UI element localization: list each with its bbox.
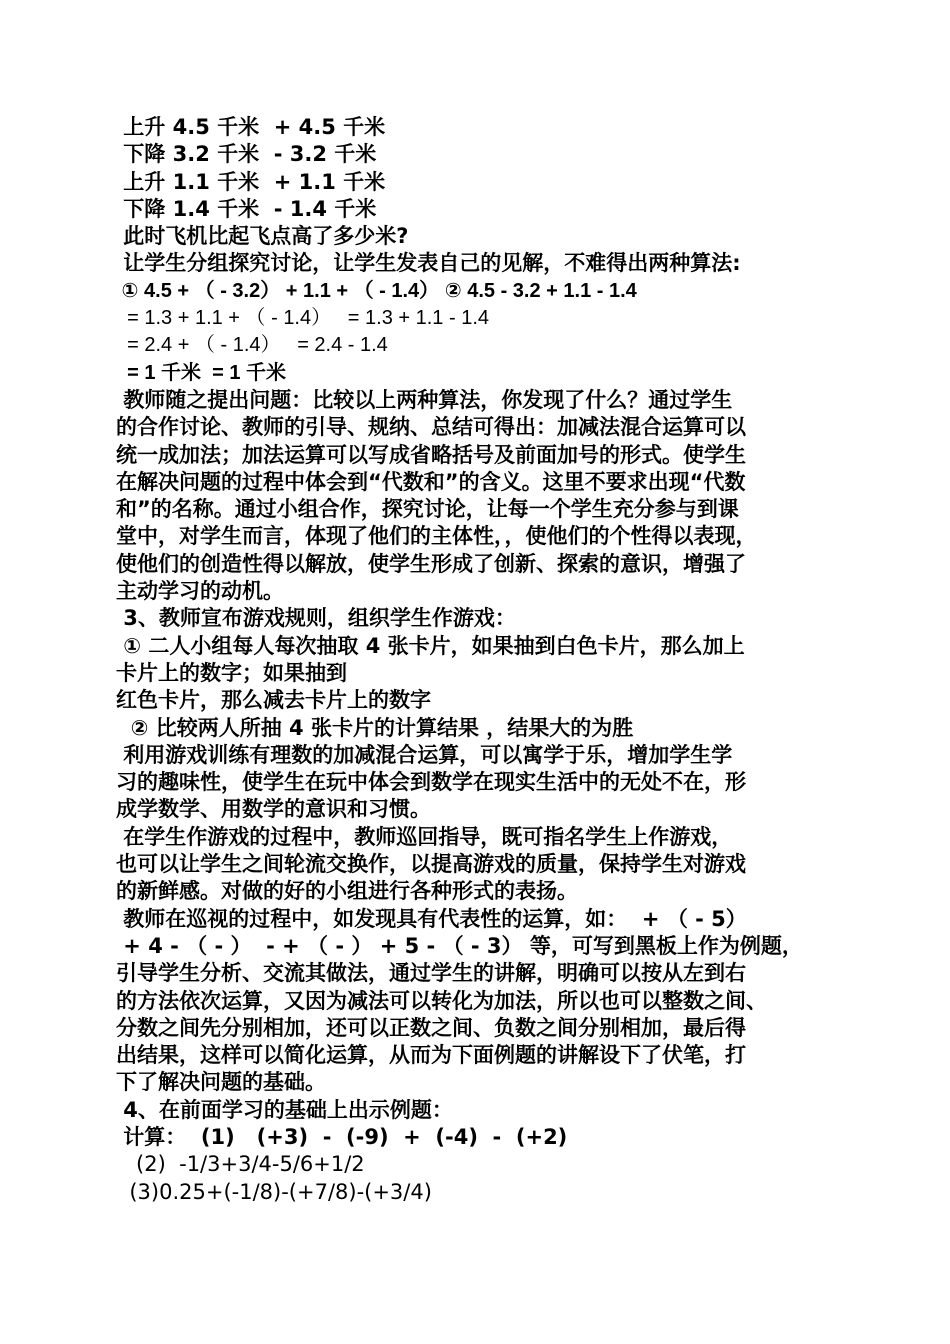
paragraph-line: 分数之间先分别相加，还可以正数之间、负数之间分别相加，最后得 [116,1015,746,1040]
example-problem-3: (3)0.25+(-1/8)-(+7/8)-(+3/4) [116,1179,432,1204]
paragraph-line: 在解决问题的过程中体会到“代数和”的含义。这里不要求出现“代数 [116,469,746,494]
section-heading-3: 3、教师宣布游戏规则，组织学生作游戏： [116,606,516,631]
paragraph-line: 堂中，对学生而言，体现了他们的主体性，，使他们的个性得以表现， [116,524,757,549]
formula-line-1: ① 4.5 + （ - 3.2） + 1.1 + （ - 1.4） ② 4.5 - 3.2 + 1.1 - 1.4 [116,279,637,302]
text-line-ascend-11: 上升 1.1 千米 + 1.1 千米 [116,169,386,194]
paragraph-line: 成学数学、用数学的意识和习惯。 [116,797,431,822]
formula-line-2: = 1.3 + 1.1 + （ - 1.4） = 1.3 + 1.1 - 1.4 [116,307,489,330]
paragraph-line: 教师随之提出问题：比较以上两种算法，你发现了什么？通过学生 [116,387,733,412]
paragraph-line: 统一成加法；加法运算可以写成省略括号及前面加号的形式。使学生 [116,442,746,467]
text-line-question: 此时飞机比起飞点高了多少米? [116,224,409,249]
paragraph-line: 引导学生分析、交流其做法，通过学生的讲解，明确可以按从左到右 [116,961,746,986]
game-rule-2: ② 比较两人所抽 4 张卡片的计算结果 ，结果大的为胜 [116,715,634,740]
example-problem-2: (2) -1/3+3/4-5/6+1/2 [116,1152,365,1177]
text-line-ascend-45: 上升 4.5 千米 + 4.5 千米 [116,115,386,139]
game-rule-1-cont: 红色卡片，那么减去卡片上的数字 [116,688,431,713]
paragraph-line: 下了解决问题的基础。 [116,1070,326,1095]
paragraph-line: 也可以让学生之间轮流交换作，以提高游戏的质量，保持学生对游戏 [116,852,746,877]
paragraph-line: 的新鲜感。对做的好的小组进行各种形式的表扬。 [116,879,578,904]
paragraph-line: 主动学习的动机。 [116,579,284,604]
example-problem-1: 计算： (1) (+3) - (-9) + (-4) - (+2) [116,1124,568,1149]
document-body [116,114,846,1206]
paragraph-line: 出结果，这样可以简化运算，从而为下面例题的讲解设下了伏笔，打 [116,1043,746,1068]
game-rule-1: ① 二人小组每人每次抽取 4 张卡片，如果抽到白色卡片，那么加上 [116,633,745,658]
paragraph-line: 教师在巡视的过程中，如发现具有代表性的运算，如： + （ - 5） [116,906,747,931]
formula-line-3: = 2.4 + （ - 1.4） = 2.4 - 1.4 [116,334,388,357]
paragraph-line: 的合作讨论、教师的引导、规纳、总结可得出：加减法混合运算可以 [116,415,746,440]
paragraph-line: 利用游戏训练有理数的加减混合运算，可以寓学于乐，增加学生学 [116,742,733,767]
game-rule-1-cont: 卡片上的数字；如果抽到 [116,660,347,685]
section-heading-4: 4、在前面学习的基础上出示例题： [116,1097,453,1122]
paragraph-line: 习的趣味性，使学生在玩中体会到数学在现实生活中的无处不在，形 [116,770,746,795]
paragraph-line: 和”的名称。通过小组合作，探究讨论，让每一个学生充分参与到课 [116,497,739,522]
text-line-descend-32: 下降 3.2 千米 - 3.2 千米 [116,142,377,167]
paragraph-line: 在学生作游戏的过程中，教师巡回指导，既可指名学生上作游戏， [116,824,733,849]
paragraph-line: 使他们的创造性得以解放，使学生形成了创新、探索的意识，增强了 [116,551,746,576]
text-line-group-discussion: 让学生分组探究讨论，让学生发表自己的见解，不难得出两种算法: [116,251,741,276]
formula-line-4: = 1 千米 = 1 千米 [116,361,287,384]
text-line-descend-14: 下降 1.4 千米 - 1.4 千米 [116,196,377,221]
paragraph-line: + 4 - （ - ） - + （ - ） + 5 - （ - 3） 等，可写到黑板上作为例题， [116,933,803,958]
paragraph-line: 的方法依次运算，又因为减法可以转化为加法，所以也可以整数之间、 [116,988,767,1013]
